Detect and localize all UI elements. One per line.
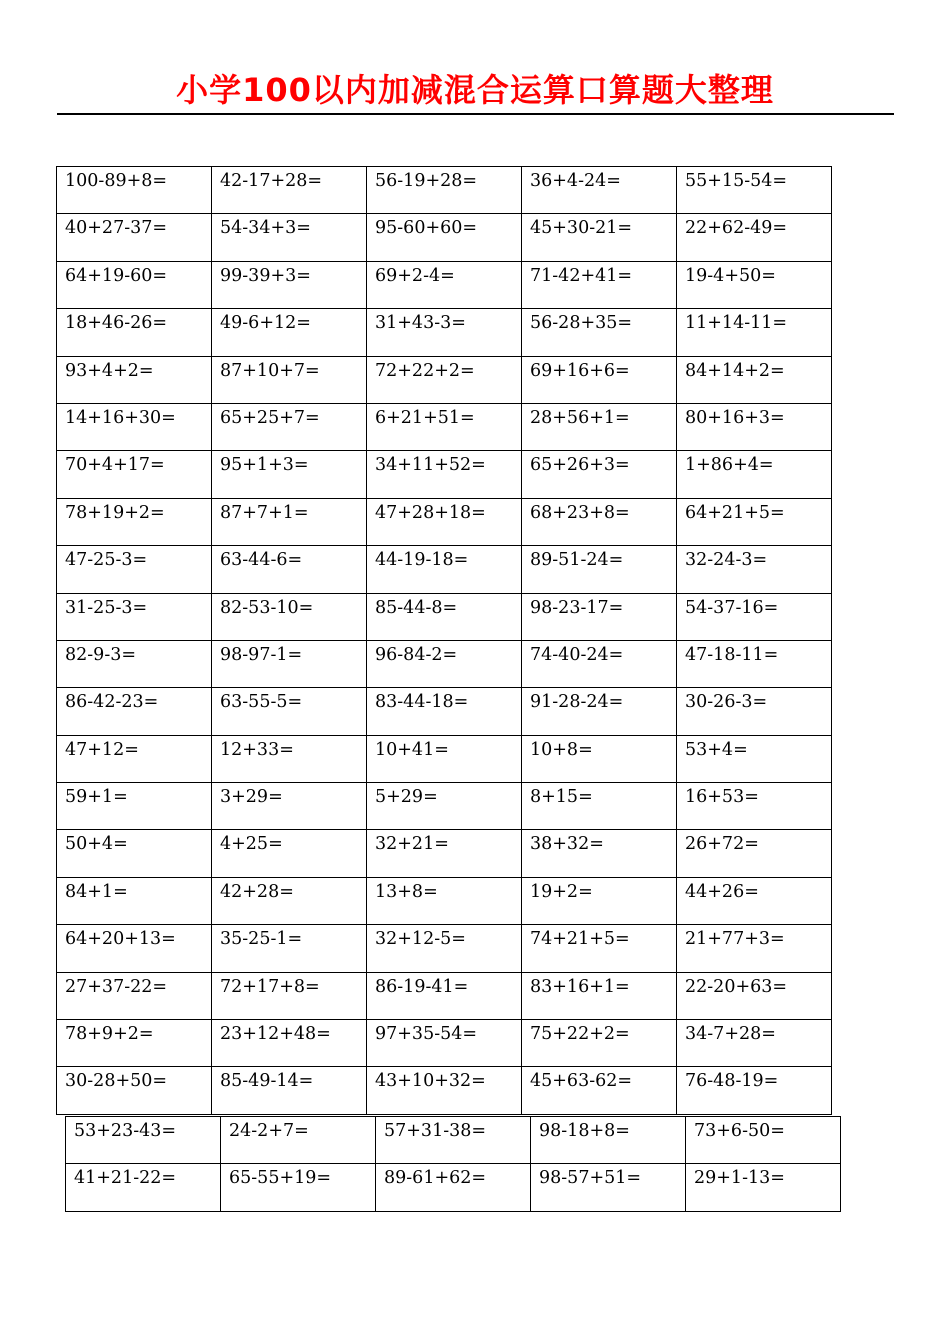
problem-cell: 43+10+32=: [367, 1067, 522, 1114]
problem-cell: 34-7+28=: [677, 1020, 832, 1067]
problem-cell: 53+4=: [677, 735, 832, 782]
problem-cell: 47-25-3=: [57, 546, 212, 593]
problem-table-continued: [65, 1116, 841, 1212]
problem-cell: 6+21+51=: [367, 403, 522, 450]
problem-table: [56, 166, 832, 1115]
problem-cell: 74-40-24=: [522, 640, 677, 687]
problem-cell: 31-25-3=: [57, 593, 212, 640]
problem-cell: 98-57+51=: [531, 1164, 686, 1211]
title-underline: [57, 113, 894, 115]
problem-cell: 40+27-37=: [57, 214, 212, 261]
problem-cell: 64+20+13=: [57, 925, 212, 972]
problem-cell: 95+1+3=: [212, 451, 367, 498]
problem-cell: 53+23-43=: [66, 1117, 221, 1164]
problem-cell: 18+46-26=: [57, 309, 212, 356]
problem-cell: 16+53=: [677, 783, 832, 830]
problem-cell: 56-19+28=: [367, 167, 522, 214]
problem-cell: 63-55-5=: [212, 688, 367, 735]
problem-cell: 98-97-1=: [212, 640, 367, 687]
problem-cell: 91-28-24=: [522, 688, 677, 735]
problem-cell: 80+16+3=: [677, 403, 832, 450]
problem-cell: 14+16+30=: [57, 403, 212, 450]
problem-cell: 93+4+2=: [57, 356, 212, 403]
problem-cell: 55+15-54=: [677, 167, 832, 214]
table-row: [57, 403, 832, 450]
problem-cell: 13+8=: [367, 877, 522, 924]
problem-cell: 73+6-50=: [686, 1117, 841, 1164]
problem-cell: 44-19-18=: [367, 546, 522, 593]
problem-cell: 59+1=: [57, 783, 212, 830]
problem-cell: 36+4-24=: [522, 167, 677, 214]
problem-cell: 19-4+50=: [677, 261, 832, 308]
problem-cell: 65+26+3=: [522, 451, 677, 498]
problem-cell: 22+62-49=: [677, 214, 832, 261]
problem-cell: 69+16+6=: [522, 356, 677, 403]
problem-cell: 100-89+8=: [57, 167, 212, 214]
problem-cell: 78+9+2=: [57, 1020, 212, 1067]
problem-cell: 30-26-3=: [677, 688, 832, 735]
problem-cell: 76-48-19=: [677, 1067, 832, 1114]
problem-cell: 35-25-1=: [212, 925, 367, 972]
problem-cell: 96-84-2=: [367, 640, 522, 687]
table-row: [57, 925, 832, 972]
problem-cell: 50+4=: [57, 830, 212, 877]
table-row: [57, 167, 832, 214]
problem-cell: 10+41=: [367, 735, 522, 782]
problem-cell: 19+2=: [522, 877, 677, 924]
table-row: [57, 1020, 832, 1067]
problem-cell: 98-18+8=: [531, 1117, 686, 1164]
problem-cell: 45+63-62=: [522, 1067, 677, 1114]
problem-cell: 31+43-3=: [367, 309, 522, 356]
problem-cell: 8+15=: [522, 783, 677, 830]
problem-cell: 64+19-60=: [57, 261, 212, 308]
problem-cell: 84+14+2=: [677, 356, 832, 403]
problem-cell: 70+4+17=: [57, 451, 212, 498]
table-row: [57, 451, 832, 498]
problem-cell: 65+25+7=: [212, 403, 367, 450]
problem-cell: 44+26=: [677, 877, 832, 924]
problem-table-body: [57, 167, 832, 1115]
problem-cell: 28+56+1=: [522, 403, 677, 450]
problem-cell: 23+12+48=: [212, 1020, 367, 1067]
problem-cell: 69+2-4=: [367, 261, 522, 308]
problem-cell: 54-34+3=: [212, 214, 367, 261]
problem-cell: 12+33=: [212, 735, 367, 782]
problem-cell: 21+77+3=: [677, 925, 832, 972]
problem-cell: 83+16+1=: [522, 972, 677, 1019]
problem-cell: 42+28=: [212, 877, 367, 924]
table-row: [57, 309, 832, 356]
problem-cell: 87+10+7=: [212, 356, 367, 403]
problem-cell: 97+35-54=: [367, 1020, 522, 1067]
table-row: [57, 1067, 832, 1114]
problem-cell: 87+7+1=: [212, 498, 367, 545]
table-row: [57, 261, 832, 308]
problem-cell: 82-9-3=: [57, 640, 212, 687]
problem-cell: 11+14-11=: [677, 309, 832, 356]
problem-cell: 71-42+41=: [522, 261, 677, 308]
problem-cell: 10+8=: [522, 735, 677, 782]
problem-cell: 99-39+3=: [212, 261, 367, 308]
problem-cell: 74+21+5=: [522, 925, 677, 972]
table-row: [57, 214, 832, 261]
problem-cell: 86-19-41=: [367, 972, 522, 1019]
table-row: [57, 356, 832, 403]
problem-cell: 32-24-3=: [677, 546, 832, 593]
problem-table-continued-body: [66, 1117, 841, 1212]
problem-cell: 22-20+63=: [677, 972, 832, 1019]
problem-cell: 45+30-21=: [522, 214, 677, 261]
problem-cell: 98-23-17=: [522, 593, 677, 640]
problem-cell: 85-49-14=: [212, 1067, 367, 1114]
table-row: [57, 546, 832, 593]
table-row: [57, 830, 832, 877]
problem-cell: 42-17+28=: [212, 167, 367, 214]
problem-cell: 47+28+18=: [367, 498, 522, 545]
problem-cell: 29+1-13=: [686, 1164, 841, 1211]
problem-cell: 38+32=: [522, 830, 677, 877]
problem-cell: 57+31-38=: [376, 1117, 531, 1164]
problem-cell: 86-42-23=: [57, 688, 212, 735]
problem-cell: 30-28+50=: [57, 1067, 212, 1114]
problem-cell: 89-51-24=: [522, 546, 677, 593]
problem-cell: 85-44-8=: [367, 593, 522, 640]
problem-cell: 41+21-22=: [66, 1164, 221, 1211]
problem-cell: 5+29=: [367, 783, 522, 830]
problem-cell: 56-28+35=: [522, 309, 677, 356]
table-row: [57, 688, 832, 735]
problem-cell: 72+17+8=: [212, 972, 367, 1019]
problem-cell: 1+86+4=: [677, 451, 832, 498]
problem-cell: 54-37-16=: [677, 593, 832, 640]
problem-cell: 47+12=: [57, 735, 212, 782]
problem-cell: 47-18-11=: [677, 640, 832, 687]
problem-cell: 75+22+2=: [522, 1020, 677, 1067]
problem-cell: 26+72=: [677, 830, 832, 877]
problem-cell: 95-60+60=: [367, 214, 522, 261]
problem-cell: 24-2+7=: [221, 1117, 376, 1164]
problem-cell: 64+21+5=: [677, 498, 832, 545]
table-row: [66, 1164, 841, 1211]
problem-cell: 32+12-5=: [367, 925, 522, 972]
table-row: [57, 972, 832, 1019]
table-row: [66, 1117, 841, 1164]
problem-cell: 78+19+2=: [57, 498, 212, 545]
problem-cell: 89-61+62=: [376, 1164, 531, 1211]
problem-cell: 3+29=: [212, 783, 367, 830]
problem-cell: 72+22+2=: [367, 356, 522, 403]
table-row: [57, 877, 832, 924]
table-row: [57, 783, 832, 830]
problem-cell: 65-55+19=: [221, 1164, 376, 1211]
problem-cell: 34+11+52=: [367, 451, 522, 498]
problem-cell: 32+21=: [367, 830, 522, 877]
problem-cell: 82-53-10=: [212, 593, 367, 640]
table-row: [57, 593, 832, 640]
table-row: [57, 735, 832, 782]
table-row: [57, 498, 832, 545]
problem-cell: 84+1=: [57, 877, 212, 924]
problem-cell: 63-44-6=: [212, 546, 367, 593]
table-row: [57, 640, 832, 687]
problem-cell: 68+23+8=: [522, 498, 677, 545]
problem-cell: 49-6+12=: [212, 309, 367, 356]
problem-cell: 83-44-18=: [367, 688, 522, 735]
problem-cell: 4+25=: [212, 830, 367, 877]
page-title: 小学100以内加减混合运算口算题大整理: [176, 71, 774, 109]
problem-cell: 27+37-22=: [57, 972, 212, 1019]
